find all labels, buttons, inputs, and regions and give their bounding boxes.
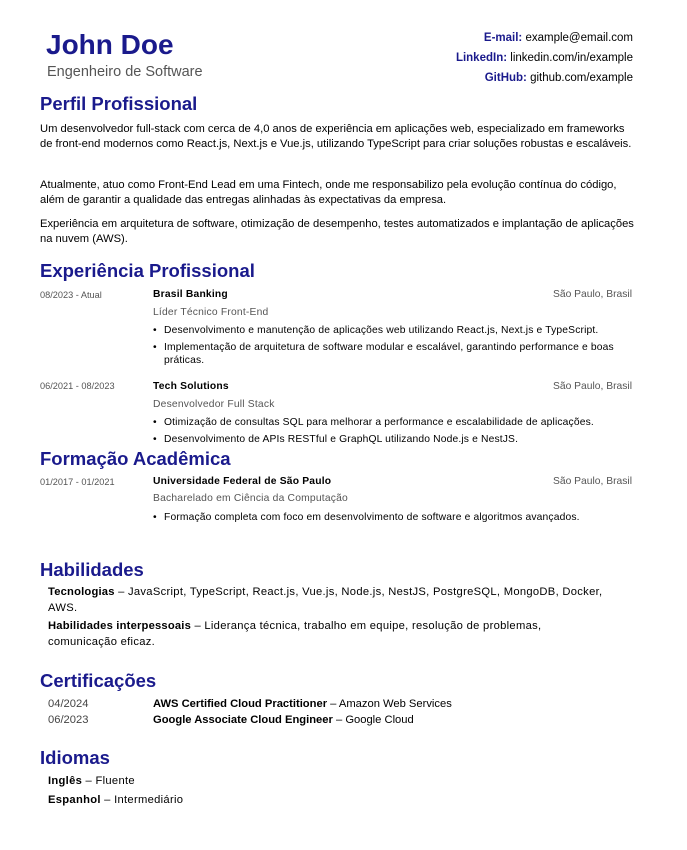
list-item: • Desenvolvimento de APIs RESTful e GraphQL utilizando Node.js e NestJS. xyxy=(153,433,623,446)
contact-linkedin-value[interactable]: linkedin.com/in/example xyxy=(510,52,633,64)
candidate-name: John Doe xyxy=(46,29,174,60)
experience-date: 06/2021 - 08/2023 xyxy=(40,381,115,391)
section-title-certifications: Certificações xyxy=(40,670,157,691)
experience-location: São Paulo, Brasil xyxy=(553,381,632,392)
certification-issuer: Google Cloud xyxy=(345,714,414,726)
experience-position: Líder Técnico Front-End xyxy=(153,307,269,318)
candidate-role: Engenheiro de Software xyxy=(47,64,203,80)
profile-paragraph: Experiência em arquitetura de software, otimização de desempenho, testes automatizados e implantação de aplicações na nuvem (AWS). xyxy=(40,218,634,245)
certification-issuer: Amazon Web Services xyxy=(338,698,452,710)
certification-name: AWS Certified Cloud Practitioner xyxy=(153,698,328,710)
profile-paragraph: Atualmente, atuo como Front-End Lead em uma Fintech, onde me responsabilizo pela evolução contínua do código, além de garantir a qualidade das entregas alinhadas às expectativas da empresa. xyxy=(40,179,617,206)
education-degree: Bacharelado em Ciência da Computação xyxy=(153,493,348,504)
language-name: Espanhol xyxy=(48,794,101,806)
language-name: Inglês xyxy=(48,775,83,787)
certification-row: Google Associate Cloud Engineer – Google Cloud xyxy=(153,714,414,726)
experience-location: São Paulo, Brasil xyxy=(553,289,632,300)
certification-name: Google Associate Cloud Engineer xyxy=(153,714,333,726)
profile-paragraph: Um desenvolvedor full-stack com cerca de 4,0 anos de experiência em aplicações web, especializado em frameworks de front-end modernos como React.js, Next.js e Vue.js, utilizando TypeScript para criar soluções robustas e escaláveis. xyxy=(40,123,632,150)
section-title-profile: Perfil Profissional xyxy=(40,93,198,114)
list-item: • Formação completa com foco em desenvolvimento de software e algoritmos avançados. xyxy=(153,511,593,524)
section-title-experience: Experiência Profissional xyxy=(40,260,255,281)
skill-label: Tecnologias xyxy=(48,586,115,598)
experience-company: Tech Solutions xyxy=(153,381,229,392)
language-row: Espanhol – Intermediário xyxy=(48,794,184,806)
certification-row: AWS Certified Cloud Practitioner – Amazon Web Services xyxy=(153,698,452,710)
section-title-skills: Habilidades xyxy=(40,559,144,580)
list-item: • Desenvolvimento e manutenção de aplicações web utilizando React.js, Next.js e TypeScript. xyxy=(153,324,623,337)
education-date: 01/2017 - 01/2021 xyxy=(40,477,115,487)
education-bullets xyxy=(153,511,593,528)
skill-value: JavaScript, TypeScript, React.js, Vue.js, Node.js, NestJS, PostgreSQL, MongoDB, Docker, AWS. xyxy=(48,586,603,614)
contact-email-value[interactable]: example@email.com xyxy=(525,32,633,44)
section-title-education: Formação Acadêmica xyxy=(40,448,231,469)
skill-row: Tecnologias – JavaScript, TypeScript, React.js, Vue.js, Node.js, NestJS, PostgreSQL, MongoDB, Docker, AWS. xyxy=(48,586,603,614)
contact-linkedin-label: LinkedIn: xyxy=(455,52,508,64)
contact-block xyxy=(456,28,633,88)
list-item: • Implementação de arquitetura de software modular e escalável, garantindo performance e boas práticas. xyxy=(153,341,623,367)
experience-bullets xyxy=(153,324,623,371)
experience-date: 08/2023 - Atual xyxy=(40,290,102,300)
contact-github-label: GitHub: xyxy=(484,72,527,84)
language-level: Fluente xyxy=(95,775,135,787)
skill-value: Liderança técnica, trabalho em equipe, resolução de problemas, comunicação eficaz. xyxy=(48,620,542,648)
contact-email-label: E-mail: xyxy=(483,32,523,44)
contact-github[interactable] xyxy=(456,68,633,88)
certification-date: 06/2023 xyxy=(48,714,89,726)
skill-row: Habilidades interpessoais – Liderança técnica, trabalho em equipe, resolução de problemas, comunicação eficaz. xyxy=(48,620,542,648)
education-school: Universidade Federal de São Paulo xyxy=(153,476,332,487)
contact-linkedin[interactable] xyxy=(456,48,633,68)
experience-position: Desenvolvedor Full Stack xyxy=(153,399,275,410)
certification-date: 04/2024 xyxy=(48,698,89,710)
experience-bullets xyxy=(153,416,623,450)
language-row: Inglês – Fluente xyxy=(48,775,135,787)
skill-label: Habilidades interpessoais xyxy=(48,620,192,632)
experience-company: Brasil Banking xyxy=(153,289,228,300)
education-location: São Paulo, Brasil xyxy=(553,476,632,487)
contact-email[interactable] xyxy=(456,28,633,48)
section-title-languages: Idiomas xyxy=(40,747,110,768)
contact-github-value[interactable]: github.com/example xyxy=(530,72,633,84)
language-level: Intermediário xyxy=(114,794,184,806)
list-item: • Otimização de consultas SQL para melhorar a performance e escalabilidade de aplicações. xyxy=(153,416,623,429)
